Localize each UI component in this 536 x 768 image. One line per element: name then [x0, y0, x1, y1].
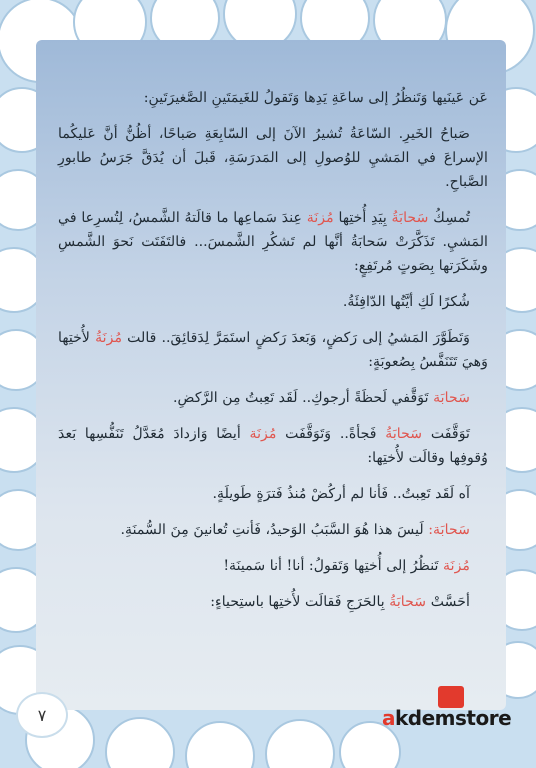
publisher-logo	[382, 686, 522, 736]
text-segment: تُمسِكُ	[428, 210, 471, 226]
text-segment: عَن عَينَيها وَتَنظُرُ إلى ساعَةِ يَدِها وَتَقولُ للغَيمَتَينِ الصَّغيرَتَينِ:	[143, 90, 488, 106]
text-segment: آه لَقَد تَعِبتُ.. فَأنا لم أركُضْ مُنذُ فَترَةٍ طَويلَةٍ.	[212, 486, 470, 502]
story-paragraph	[58, 554, 488, 578]
story-paragraph	[58, 482, 488, 506]
text-segment: شُكرًا لَكِ أيَّتُها الدّافِئَةُ.	[342, 294, 470, 310]
text-segment: تَوَقَّفي لَحظَةً أرجوكِ.. لَقَد تَعِبتُ مِن الرَّكضِ.	[173, 390, 434, 406]
character-name: سَحابَةُ	[385, 426, 423, 442]
text-segment: وَتَطَوَّرَ المَشيُ إلى رَكضٍ، وَبَعدَ رَكضٍ استَمَرَّ لِدَقائِقَ.. قالت	[122, 330, 470, 346]
page-number-badge	[16, 692, 68, 738]
text-segment: أحَسَّتْ	[426, 594, 470, 610]
character-name: مُزنَة	[306, 210, 334, 226]
text-segment: بِيَدِ أُختِها	[333, 210, 392, 226]
story-paragraph	[58, 326, 488, 374]
page-number: ٧	[37, 705, 47, 725]
text-segment: تَنظُرُ إلى أُختِها وَتَقولُ: أنا! أنا سَمينَة!	[223, 558, 444, 574]
character-name: مُزنَة	[249, 426, 277, 442]
text-segment: لَيسَ هذا هُوَ السَّبَبُ الوَحيدُ، فَأنتِ تُعانينَ مِنَ السُّمنَةِ.	[120, 522, 429, 538]
character-name: سَحابَة	[433, 390, 470, 406]
story-paragraph	[58, 590, 488, 614]
character-name: سَحابَةُ	[389, 594, 427, 610]
story-paragraph	[58, 386, 488, 410]
story-text	[58, 86, 488, 666]
text-segment: تَوَقَّفَت	[422, 426, 470, 442]
text-segment: لأُختِها وَهيَ تَتَنَفَّسُ بِصُعوبَةٍ:	[58, 330, 488, 370]
story-paragraph	[58, 122, 488, 194]
text-segment: فَجأةً.. وَتَوَقَّفَت	[276, 426, 386, 442]
story-paragraph	[58, 290, 488, 314]
character-name: مُزنَة	[443, 558, 470, 574]
text-segment: أيضًا وَازدادَ مُعَدَّلُ تَنَفُّسِها بَعدَ وُقوفِها وقالَت لأُختِها:	[58, 426, 488, 466]
story-paragraph	[58, 518, 488, 542]
text-segment: بِالحَرَجِ فَقالَت لأُختِها باستِحياءٍ:	[210, 594, 390, 610]
story-paragraph	[58, 86, 488, 110]
text-segment: عِندَ سَماعِها ما قالَتهُ الشَّمسُ، لِتُسرِعا في المَشيِ. تَذَكَّرَتْ سَحابَةُ أنَّها لم تَشكُرِ الشَّمسَ... فالتَفَتَت نَحوَ الشَّمسِ وشَكَرَتها بِصَوتٍ مُرتَفِعٍ:	[58, 210, 488, 274]
text-segment: صَباحُ الخَيرِ. السّاعَةُ تُشيرُ الآنَ إلى السّابِعَةِ صَباحًا، أظُنُّ أنَّ عَليكُما الإسراعَ في المَشيِ للوُصولِ إلى المَدرَسَةِ، قَبلَ أن يُدَقَّ جَرَسُ طابورِ الصَّباحِ.	[58, 126, 488, 190]
character-name: مُزنَةُ	[95, 330, 123, 346]
story-paragraph	[58, 422, 488, 470]
story-paragraph	[58, 206, 488, 278]
character-name: سَحابَة:	[428, 522, 470, 538]
character-name: سَحابَةُ	[391, 210, 429, 226]
logo-text: akdemstore	[382, 706, 512, 730]
book-icon	[438, 686, 464, 708]
